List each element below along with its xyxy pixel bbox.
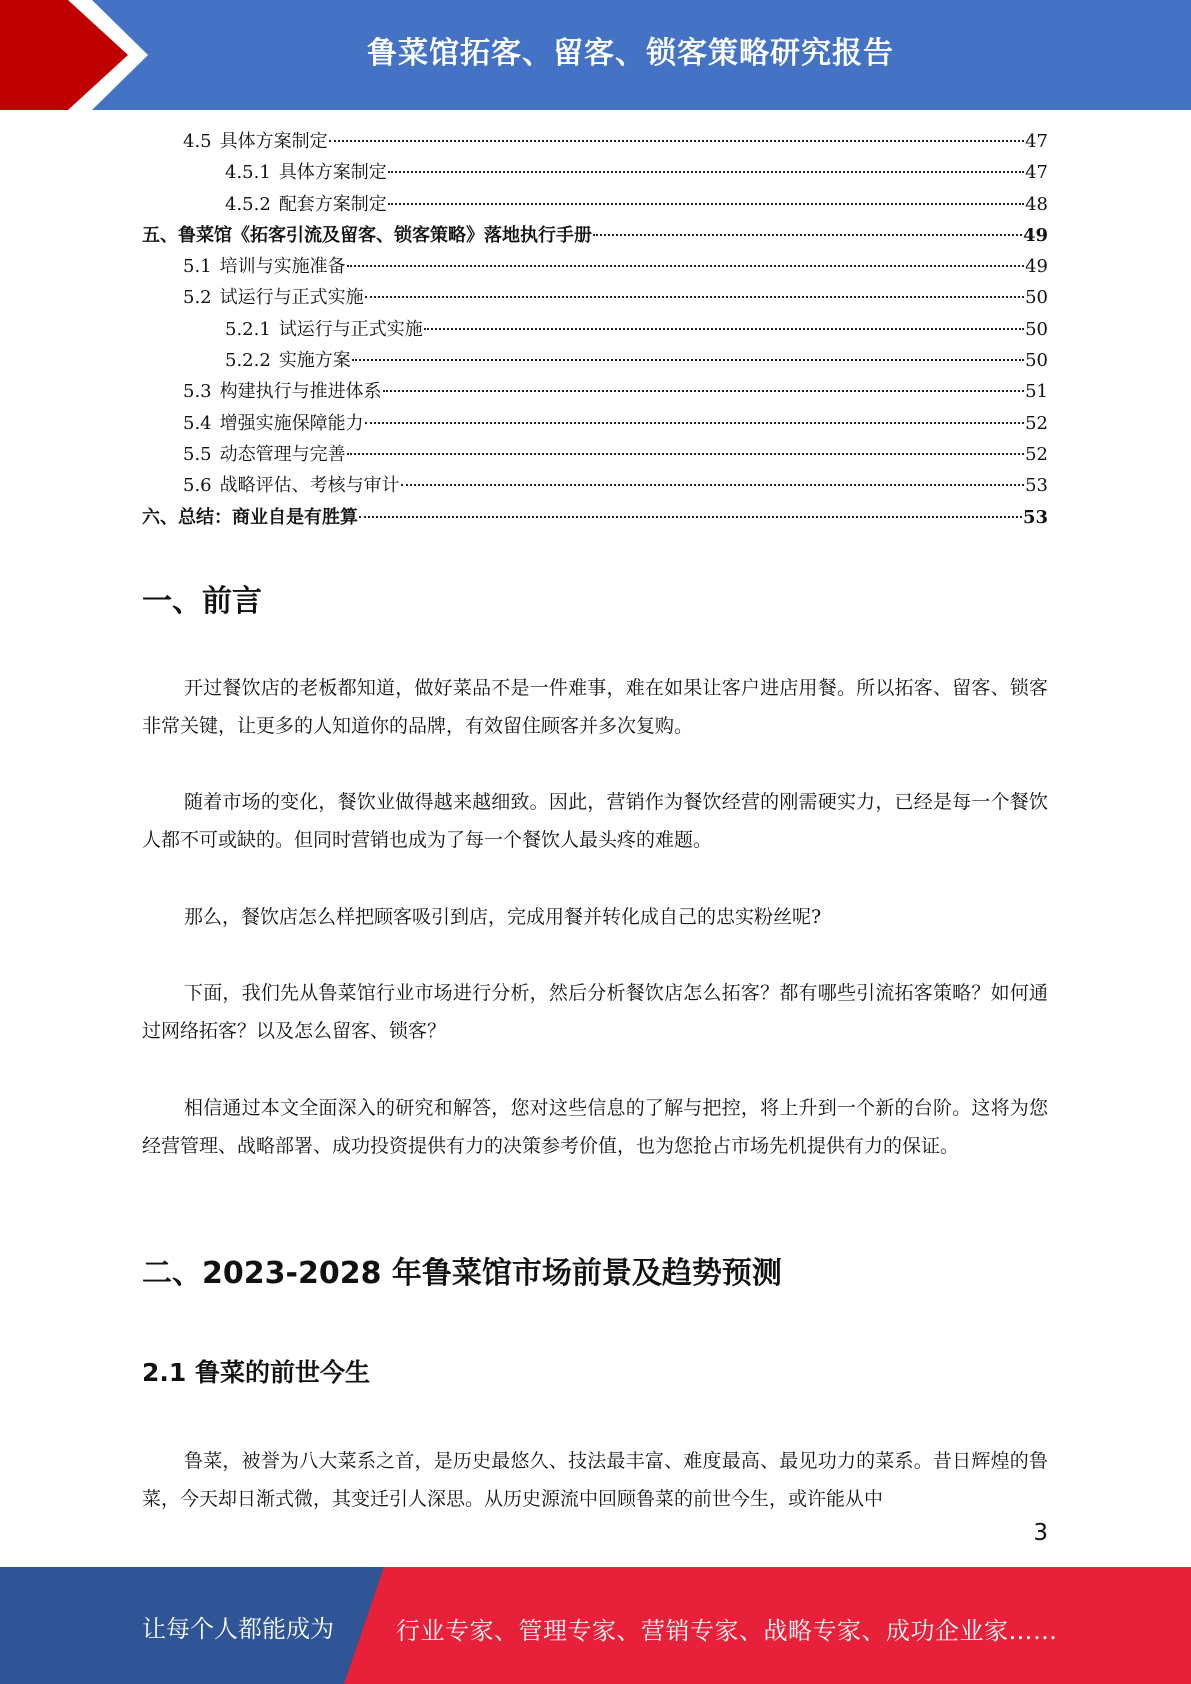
page-header (0, 0, 1191, 110)
report-title: 鲁菜馆拓客、留客、锁客策略研究报告 (367, 36, 894, 71)
toc-entry-number: 5.4 (183, 412, 212, 434)
toc-dot-leader (424, 327, 1024, 330)
preface-paragraph-3: 那么，餐饮店怎么样把顾客吸引到店，完成用餐并转化成自己的忠实粉丝呢? (184, 906, 822, 928)
toc-entry[interactable] (142, 376, 1048, 407)
toc-entry-number: 5.6 (183, 475, 212, 497)
toc-entry-title: 具体方案制定 (219, 131, 328, 152)
footer-slogan-left: 让每个人都能成为 (142, 1615, 334, 1643)
toc-entry-number: 4.5.2 (225, 193, 271, 215)
toc-entry[interactable] (142, 126, 1048, 157)
toc-entry[interactable] (142, 439, 1048, 470)
toc-entry-number: 4.5 (183, 131, 212, 152)
toc-entry-page: 53 (1022, 506, 1048, 528)
table-of-contents (142, 126, 1048, 533)
toc-entry-number: 5.2 (183, 287, 212, 309)
toc-entry-number: 5.2.1 (225, 318, 271, 340)
history-paragraph: 鲁菜，被誉为八大菜系之首，是历史最悠久、技法最丰富、难度最高、最见功力的菜系。昔日辉煌的鲁菜，今天却日渐式微，其变迁引人深思。从历史源流中回顾鲁菜的前世今生，或许能从中 (142, 1450, 1048, 1510)
preface-paragraph-4: 下面，我们先从鲁菜馆行业市场进行分析，然后分析餐饮店怎么拓客？都有哪些引流拓客策略？如何通过网络拓客？以及怎么留客、锁客？ (142, 982, 1048, 1042)
toc-entry-number: 5.1 (183, 256, 212, 278)
preface-paragraph-1: 开过餐饮店的老板都知道，做好菜品不是一件难事，难在如果让客户进店用餐。所以拓客、留客、锁客非常关键，让更多的人知道你的品牌，有效留住顾客并多次复购。 (142, 677, 1048, 737)
page-footer (0, 1567, 1191, 1684)
subsection-heading-history: 2.1 鲁菜的前世今生 (142, 1358, 370, 1387)
toc-entry[interactable] (142, 314, 1048, 345)
toc-entry-page: 50 (1025, 350, 1048, 372)
toc-entry-title: 试运行与正式实施 (219, 287, 364, 309)
toc-entry[interactable] (142, 502, 1048, 533)
toc-entry-page: 49 (1022, 224, 1048, 246)
toc-entry[interactable] (142, 220, 1048, 251)
toc-entry[interactable] (142, 282, 1048, 313)
footer-slogan-right: 行业专家、管理专家、营销专家、战略专家、成功企业家…… (396, 1617, 1058, 1645)
toc-entry-title: 五、鲁菜馆《拓客引流及留客、锁客策略》落地执行手册 (142, 224, 592, 246)
toc-entry-page: 48 (1025, 193, 1048, 215)
toc-entry-number: 4.5.1 (225, 162, 271, 184)
toc-entry[interactable] (142, 157, 1048, 188)
section-heading-forecast: 二、2023-2028 年鲁菜馆市场前景及趋势预测 (142, 1256, 782, 1291)
toc-entry[interactable] (142, 408, 1048, 439)
toc-entry-title: 配套方案制定 (278, 193, 387, 215)
preface-paragraph-5: 相信通过本文全面深入的研究和解答，您对这些信息的了解与把控，将上升到一个新的台阶。这将为您经营管理、战略部署、成功投资提供有力的决策参考价值，也为您抢占市场先机提供有力的保证。 (142, 1097, 1048, 1157)
toc-entry-page: 47 (1025, 162, 1048, 184)
toc-entry-title: 增强实施保障能力 (219, 412, 364, 434)
toc-entry-page: 50 (1025, 287, 1048, 309)
toc-dot-leader (359, 515, 1022, 518)
toc-entry-title: 构建执行与推进体系 (219, 381, 382, 403)
toc-entry-page: 50 (1025, 318, 1048, 340)
preface-paragraph-2: 随着市场的变化，餐饮业做得越来越细致。因此，营销作为餐饮经营的刚需硬实力，已经是每一个餐饮人都不可或缺的。但同时营销也成为了每一个餐饮人最头疼的难题。 (142, 791, 1048, 851)
toc-entry-title: 培训与实施准备 (219, 256, 346, 278)
toc-entry-title: 动态管理与完善 (219, 443, 346, 465)
section-heading-preface: 一、前言 (142, 584, 262, 619)
toc-dot-leader (383, 389, 1024, 392)
toc-dot-leader (347, 264, 1024, 267)
toc-dot-leader (365, 421, 1024, 424)
toc-entry-page: 52 (1025, 412, 1048, 434)
toc-entry-page: 49 (1025, 256, 1048, 278)
toc-entry-page: 51 (1025, 381, 1048, 403)
toc-entry-page: 47 (1025, 131, 1048, 152)
toc-dot-leader (347, 452, 1024, 455)
toc-entry-number: 5.5 (183, 443, 212, 465)
toc-dot-leader (593, 233, 1022, 236)
toc-entry-title: 战略评估、考核与审计 (219, 475, 400, 497)
toc-entry[interactable] (142, 189, 1048, 220)
toc-entry-title: 六、总结：商业自是有胜算 (142, 506, 358, 528)
toc-dot-leader (401, 483, 1024, 486)
toc-entry-page: 52 (1025, 443, 1048, 465)
toc-entry[interactable] (142, 251, 1048, 282)
toc-entry-title: 试运行与正式实施 (278, 318, 423, 340)
page-number: 3 (1033, 1520, 1048, 1546)
toc-dot-leader (388, 202, 1024, 205)
toc-dot-leader (352, 358, 1024, 361)
toc-entry[interactable] (142, 470, 1048, 501)
toc-dot-leader (329, 139, 1024, 142)
toc-entry-page: 53 (1025, 475, 1048, 497)
toc-dot-leader (388, 170, 1024, 173)
toc-entry-title: 具体方案制定 (278, 162, 387, 184)
toc-dot-leader (365, 295, 1024, 298)
toc-entry-number: 5.3 (183, 381, 212, 403)
toc-entry-number: 5.2.2 (225, 350, 271, 372)
toc-entry[interactable] (142, 345, 1048, 376)
toc-entry-title: 实施方案 (278, 350, 351, 372)
